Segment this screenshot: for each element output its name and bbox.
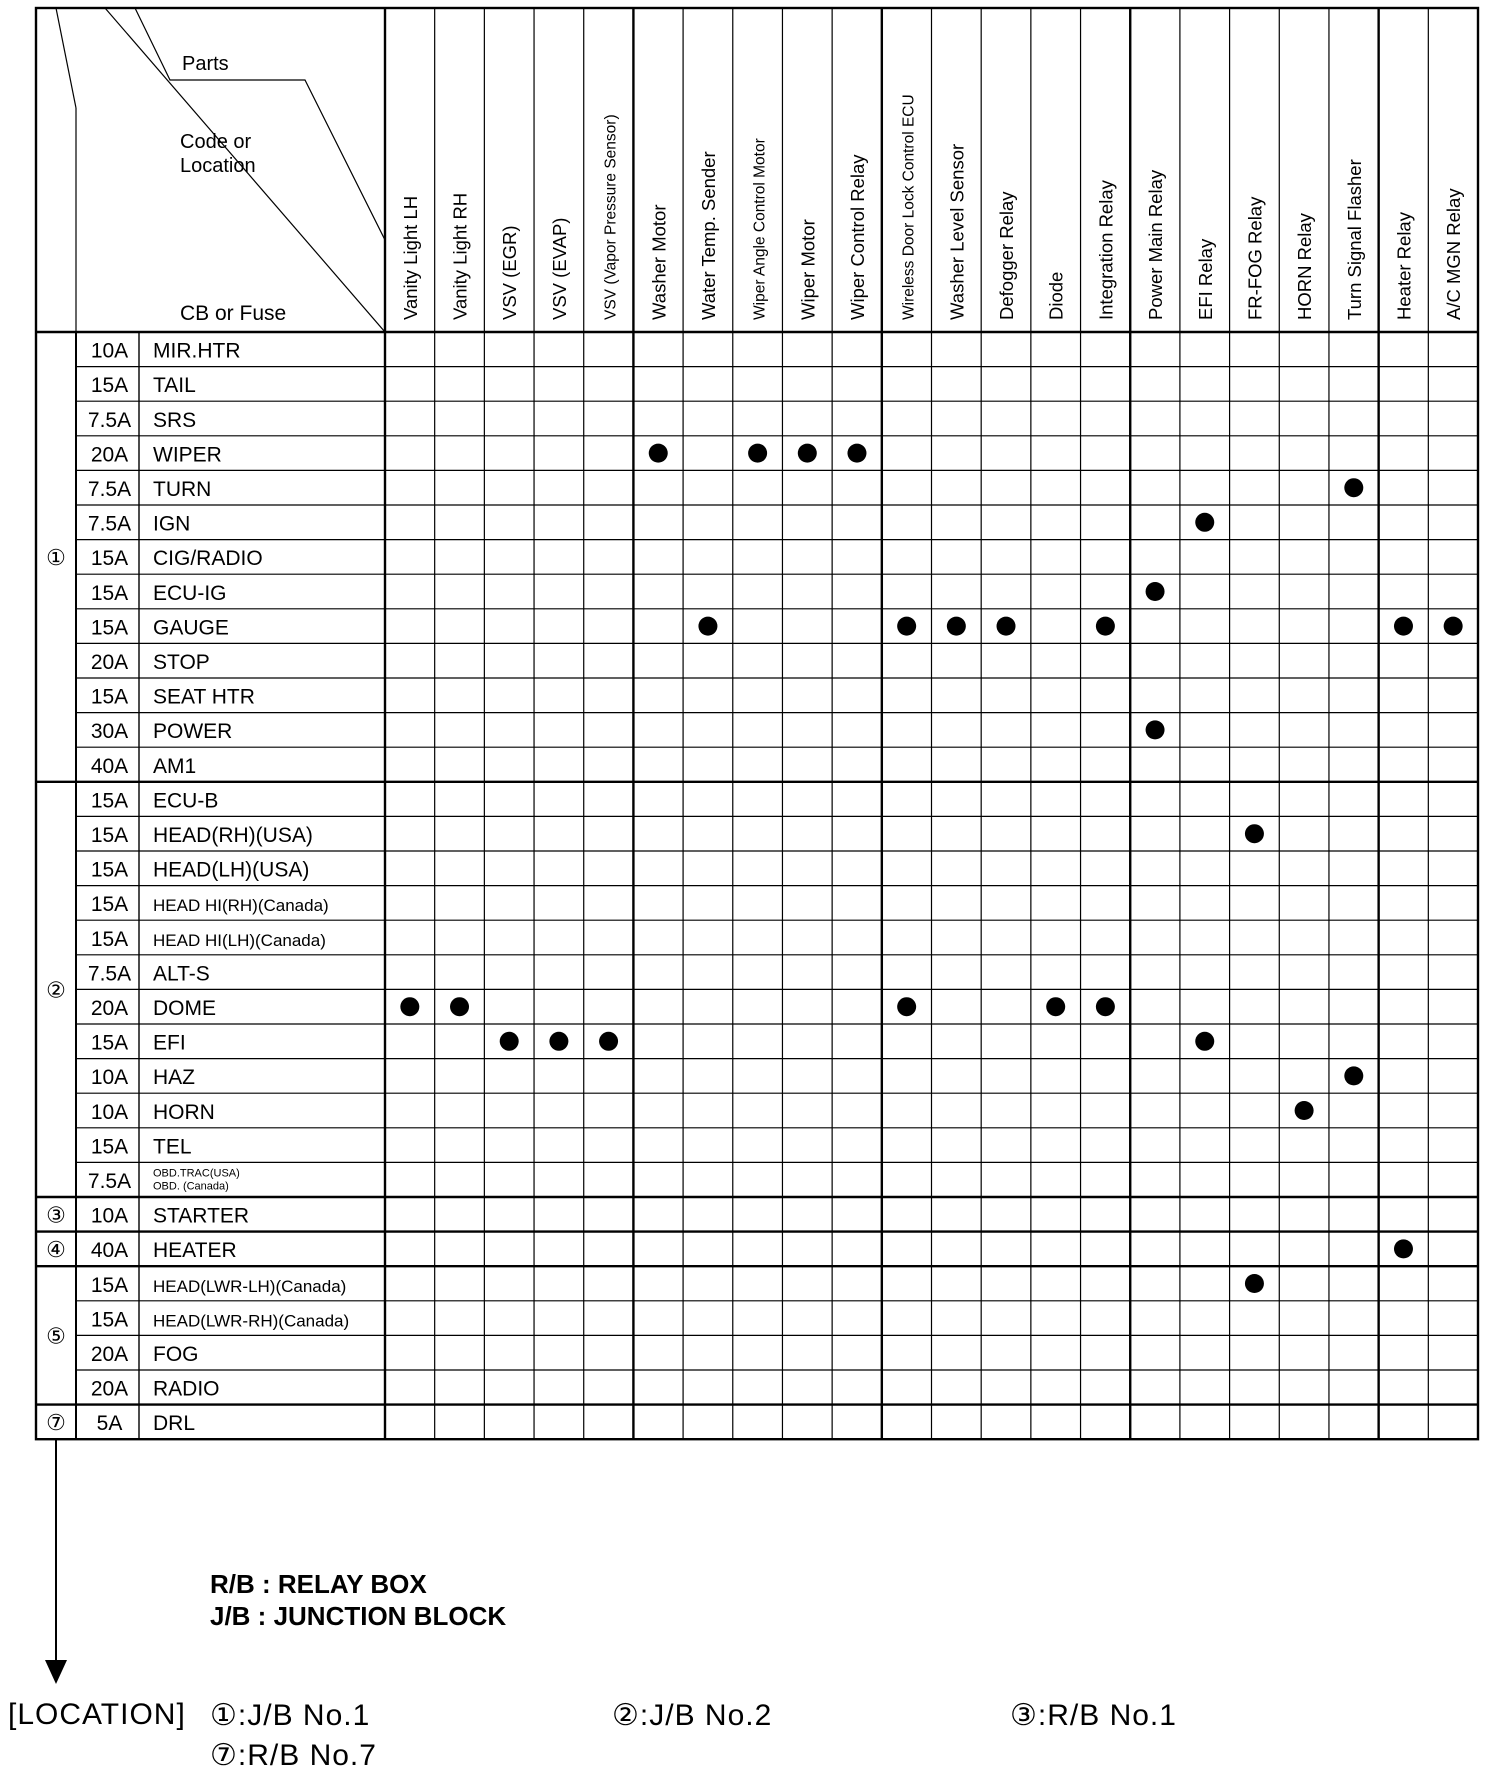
- header-diagonal: [56, 8, 76, 108]
- part-label: Defogger Relay: [996, 191, 1018, 320]
- fuse-name: CIG/RADIO: [153, 547, 263, 571]
- legend-junction-block: J/B : JUNCTION BLOCK: [210, 1601, 507, 1631]
- fuse-amperage: 15A: [90, 616, 129, 640]
- location-label: [LOCATION]: [8, 1698, 186, 1731]
- connection-dot: [698, 617, 717, 636]
- location-group-label: ④: [46, 1236, 66, 1262]
- fuse-amperage: 40A: [90, 1239, 129, 1263]
- connection-dot: [649, 444, 668, 463]
- fuse-name: MIR.HTR: [153, 339, 241, 363]
- location-item-3: ③:R/B No.1: [1010, 1699, 1177, 1732]
- location-group-label: ②: [46, 977, 66, 1003]
- connection-dot: [1046, 997, 1065, 1016]
- header-code-label: Code or: [180, 131, 252, 153]
- connection-dot: [798, 444, 817, 463]
- connection-dot: [897, 617, 916, 636]
- location-group-label: ⑦: [46, 1409, 66, 1435]
- connection-dot: [549, 1032, 568, 1051]
- connection-dot: [500, 1032, 519, 1051]
- part-label: Turn Signal Flasher: [1343, 159, 1365, 320]
- connection-dot: [997, 617, 1016, 636]
- fuse-name: HORN: [153, 1100, 215, 1124]
- fuse-amperage: 10A: [90, 1204, 129, 1228]
- fuse-name: IGN: [153, 512, 191, 536]
- connection-dot: [748, 444, 767, 463]
- fuse-amperage: 20A: [90, 443, 129, 467]
- connection-dot: [947, 617, 966, 636]
- connection-dot: [400, 997, 419, 1016]
- location-item-2: ②:J/B No.2: [612, 1699, 773, 1732]
- connection-dot: [847, 444, 866, 463]
- fuse-amperage: 15A: [90, 685, 129, 709]
- fuse-name: OBD. (Canada): [153, 1180, 229, 1193]
- part-label: FR-FOG Relay: [1244, 196, 1266, 320]
- fuse-amperage: 15A: [90, 547, 129, 571]
- part-label: VSV (EGR): [499, 225, 521, 320]
- fuse-name: RADIO: [153, 1377, 220, 1401]
- fuse-name: HEAD(RH)(USA): [153, 824, 313, 847]
- part-label: Heater Relay: [1393, 212, 1415, 320]
- part-label: Vanity Light RH: [449, 192, 471, 320]
- fuse-amperage: 7.5A: [87, 512, 132, 536]
- part-label: Wireless Door Lock Control ECU: [900, 94, 918, 320]
- part-label: Integration Relay: [1095, 180, 1117, 320]
- connection-dot: [1295, 1101, 1314, 1120]
- fuse-amperage: 10A: [90, 1100, 129, 1124]
- header-diagonal: [135, 8, 385, 240]
- connection-dot: [1344, 1066, 1363, 1085]
- header-cb-fuse-label: CB or Fuse: [180, 302, 287, 325]
- fuse-name: GAUGE: [153, 616, 229, 640]
- location-item-4: ⑦:R/B No.7: [210, 1739, 377, 1772]
- fuse-amperage: 15A: [90, 824, 129, 847]
- part-label: Water Temp. Sender: [697, 151, 719, 320]
- fuse-name: SEAT HTR: [153, 685, 255, 709]
- part-label: Power Main Relay: [1145, 169, 1167, 320]
- header-parts-label: Parts: [182, 53, 229, 75]
- fuse-amperage: 5A: [96, 1412, 123, 1436]
- connection-dot: [1444, 617, 1463, 636]
- fuse-amperage: 10A: [90, 339, 129, 363]
- part-label: Washer Level Sensor: [946, 143, 968, 320]
- fuse-name: HEATER: [153, 1239, 237, 1263]
- fuse-amperage: 15A: [90, 1308, 129, 1332]
- connection-dot: [1096, 997, 1115, 1016]
- fuse-name: HEAD HI(RH)(Canada): [153, 896, 329, 916]
- connection-dot: [1344, 478, 1363, 497]
- fuse-amperage: 15A: [90, 927, 129, 951]
- fuse-amperage: 20A: [90, 651, 129, 674]
- fuse-name: STARTER: [153, 1204, 250, 1228]
- fuse-name: ALT-S: [153, 962, 210, 986]
- fuse-name: DRL: [153, 1412, 196, 1436]
- fuse-amperage: 20A: [90, 1377, 129, 1401]
- fuse-name: SRS: [153, 408, 197, 432]
- fuse-name: HEAD(LH)(USA): [153, 858, 310, 882]
- connection-dot: [450, 997, 469, 1016]
- connection-dot: [897, 997, 916, 1016]
- connection-dot: [1146, 582, 1165, 601]
- fuse-name: HEAD(LWR-RH)(Canada): [153, 1311, 350, 1331]
- fuse-amperage: 40A: [90, 754, 129, 778]
- connection-dot: [1195, 513, 1214, 532]
- fuse-amperage: 7.5A: [87, 962, 132, 986]
- fuse-name: POWER: [153, 720, 233, 744]
- location-group-label: ①: [46, 544, 66, 570]
- fuse-amperage: 7.5A: [87, 478, 132, 501]
- part-label: Diode: [1045, 271, 1067, 320]
- fuse-amperage: 15A: [90, 858, 129, 882]
- abbreviation-legend: [210, 1568, 506, 1632]
- fuse-name: DOME: [153, 997, 216, 1020]
- part-label: VSV (Vapor Pressure Sensor): [602, 114, 620, 320]
- part-label: Washer Motor: [648, 204, 670, 320]
- fuse-name: STOP: [153, 651, 210, 674]
- part-label: Wiper Angle Control Motor: [751, 138, 769, 320]
- fuse-name: ECU-IG: [153, 581, 227, 605]
- location-group-label: ⑤: [46, 1323, 66, 1349]
- connection-dot: [1096, 617, 1115, 636]
- fuse-name: TEL: [153, 1135, 192, 1159]
- fuse-name: OBD.TRAC(USA): [153, 1167, 240, 1180]
- part-label: EFI Relay: [1194, 238, 1216, 320]
- fuse-amperage: 15A: [90, 893, 129, 917]
- fuse-amperage: 15A: [90, 1273, 129, 1297]
- fuse-amperage: 30A: [90, 720, 129, 744]
- fuse-name: AM1: [153, 754, 197, 778]
- fuse-amperage: 15A: [90, 789, 129, 813]
- location-arrow-head: [45, 1660, 67, 1684]
- part-label: Vanity Light LH: [399, 195, 421, 320]
- fuse-name: HEAD(LWR-LH)(Canada): [153, 1276, 347, 1296]
- fuse-amperage: 15A: [90, 1135, 129, 1159]
- legend-relay-box: R/B : RELAY BOX: [210, 1569, 427, 1599]
- fuse-name: HEAD HI(LH)(Canada): [153, 930, 326, 950]
- fuse-name: WIPER: [153, 443, 222, 467]
- fuse-amperage: 20A: [90, 1343, 129, 1366]
- fuse-amperage: 15A: [90, 374, 129, 398]
- connection-dot: [1245, 824, 1264, 843]
- location-item-1: ①:J/B No.1: [210, 1699, 371, 1732]
- part-label: VSV (EVAP): [548, 217, 570, 320]
- connection-dot: [1146, 720, 1165, 739]
- connection-dot: [1394, 617, 1413, 636]
- fuse-amperage: 7.5A: [87, 1170, 132, 1193]
- header-location-label: Location: [180, 155, 256, 177]
- connection-dot: [1245, 1274, 1264, 1293]
- fuse-amperage: 10A: [90, 1066, 129, 1090]
- fuse-name: FOG: [153, 1343, 199, 1366]
- fuse-amperage: 20A: [90, 997, 129, 1020]
- part-label: Wiper Control Relay: [846, 154, 868, 320]
- fuse-name: EFI: [153, 1031, 186, 1055]
- fuse-amperage: 15A: [90, 581, 129, 605]
- connection-dot: [1195, 1032, 1214, 1051]
- part-label: Wiper Motor: [797, 219, 819, 320]
- fuse-name: ECU-B: [153, 789, 219, 813]
- part-label: A/C MGN Relay: [1443, 188, 1465, 320]
- fuse-name: TAIL: [153, 374, 196, 398]
- connection-dot: [599, 1032, 618, 1051]
- fuse-amperage: 15A: [90, 1031, 129, 1055]
- fuse-amperage: 7.5A: [87, 408, 132, 432]
- location-group-label: ③: [46, 1202, 66, 1228]
- connection-dot: [1394, 1239, 1413, 1258]
- fuse-name: TURN: [153, 478, 212, 501]
- fuse-name: HAZ: [153, 1066, 195, 1090]
- part-label: HORN Relay: [1294, 213, 1316, 320]
